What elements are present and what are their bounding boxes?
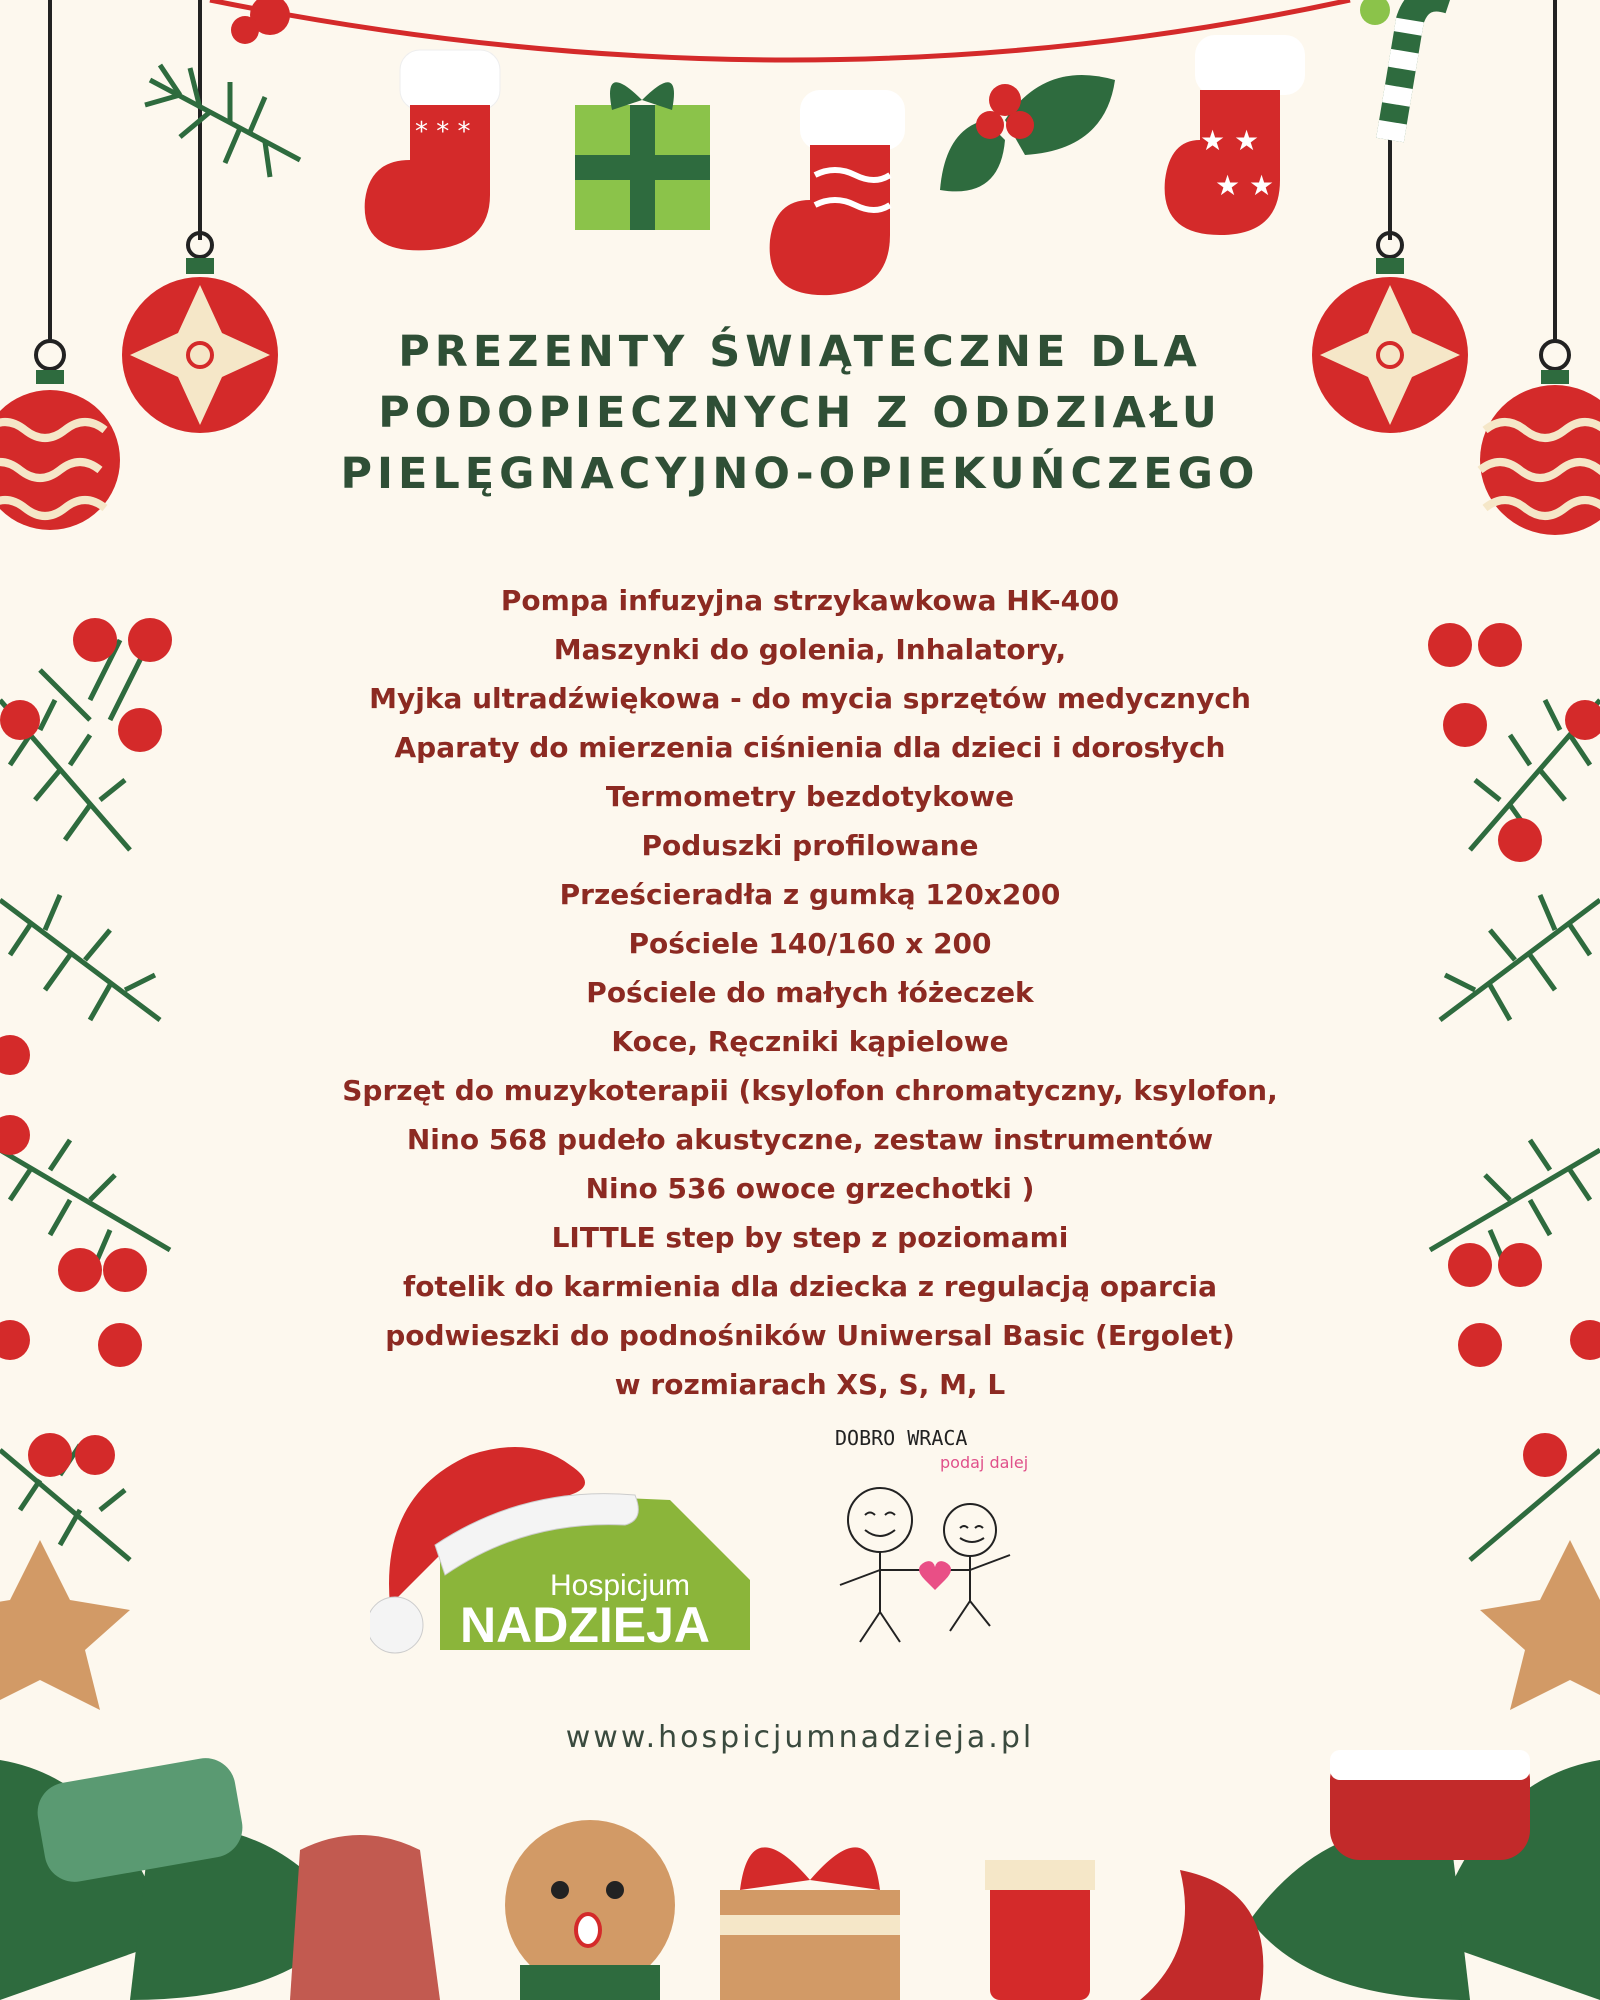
candy-cane-icon [1360, 0, 1450, 140]
page-title [240, 322, 1360, 505]
hospicjum-nadzieja-logo [370, 1430, 750, 1670]
list-item: LITTLE step by step z poziomami [551, 1221, 1069, 1254]
berries-icon [0, 618, 172, 1477]
logo-podaj-dalej-text: podaj dalej [940, 1453, 1029, 1472]
svg-text:* * *: * * * [415, 117, 471, 147]
list-item: Sprzęt do muzykoterapii (ksylofon chromatyczny, ksylofon, [342, 1074, 1278, 1107]
list-item: Termometry bezdotykowe [605, 780, 1015, 813]
mitten-cookie-icon [290, 1835, 440, 2000]
list-item: Pompa infuzyjna strzykawkowa HK-400 [500, 584, 1120, 617]
star-cookie-icon [0, 1540, 1600, 1710]
wave-ornament-icon [0, 341, 120, 530]
list-item: Koce, Ręczniki kąpielowe [611, 1025, 1009, 1058]
list-item: podwieszki do podnośników Uniwersal Basic (Ergolet) [385, 1319, 1235, 1352]
wave-ornament-icon [1480, 341, 1600, 535]
stocking-icon [365, 50, 500, 250]
stocking-cookie-icon [985, 1860, 1095, 2000]
list-item: Pościele do małych łóżeczek [586, 976, 1034, 1009]
svg-text:★ ★: ★ ★ [1215, 169, 1275, 202]
title-line: PIELĘGNACYJNO-OPIEKUŃCZEGO [340, 449, 1260, 499]
holly-icon [940, 75, 1115, 191]
gift-list [260, 576, 1360, 1409]
berries-icon [1428, 623, 1600, 1477]
stocking-icon [1165, 35, 1305, 235]
pine-branch-icon [0, 640, 170, 1560]
gift-icon [575, 82, 710, 230]
list-item: Prześcieradła z gumką 120x200 [559, 878, 1061, 911]
logo-hospicjum-text: Hospicjum [550, 1569, 691, 1602]
heart-icon [919, 1561, 951, 1590]
website-url: www.hospicjumnadzieja.pl [565, 1720, 1035, 1755]
list-item: w rozmiarach XS, S, M, L [614, 1368, 1006, 1401]
gingerbread-man-icon [505, 1820, 675, 2000]
list-item: Myjka ultradźwiękowa - do mycia sprzętów medycznych [369, 682, 1251, 715]
svg-text:★ ★: ★ ★ [1200, 124, 1260, 157]
list-item: Maszynki do golenia, Inhalatory, [553, 633, 1067, 666]
list-item: Aparaty do mierzenia ciśnienia dla dzieci i dorosłych [394, 731, 1226, 764]
list-item: Nino 568 pudeło akustyczne, zestaw instrumentów [406, 1123, 1214, 1156]
logo-dobro-wraca-text: DOBRO WRACA [835, 1426, 968, 1450]
dobro-wraca-logo [820, 1420, 1060, 1660]
list-item: fotelik do karmienia dla dziecka z regulacją oparcia [403, 1270, 1217, 1303]
garland-string-icon [210, 0, 1350, 60]
pine-sprig-icon [145, 65, 300, 177]
list-item: Poduszki profilowane [641, 829, 979, 862]
moon-cookie-icon [1140, 1870, 1263, 2000]
logo-nadzieja-text: NADZIEJA [460, 1597, 711, 1653]
title-line: PREZENTY ŚWIĄTECZNE DLA [398, 327, 1202, 377]
stocking-icon [770, 90, 905, 295]
gift-cookie-icon [720, 1847, 900, 2000]
title-line: PODOPIECZNYCH Z ODDZIAŁU [378, 388, 1222, 438]
list-item: Pościele 140/160 x 200 [628, 927, 992, 960]
list-item: Nino 536 owoce grzechotki ) [585, 1172, 1035, 1205]
